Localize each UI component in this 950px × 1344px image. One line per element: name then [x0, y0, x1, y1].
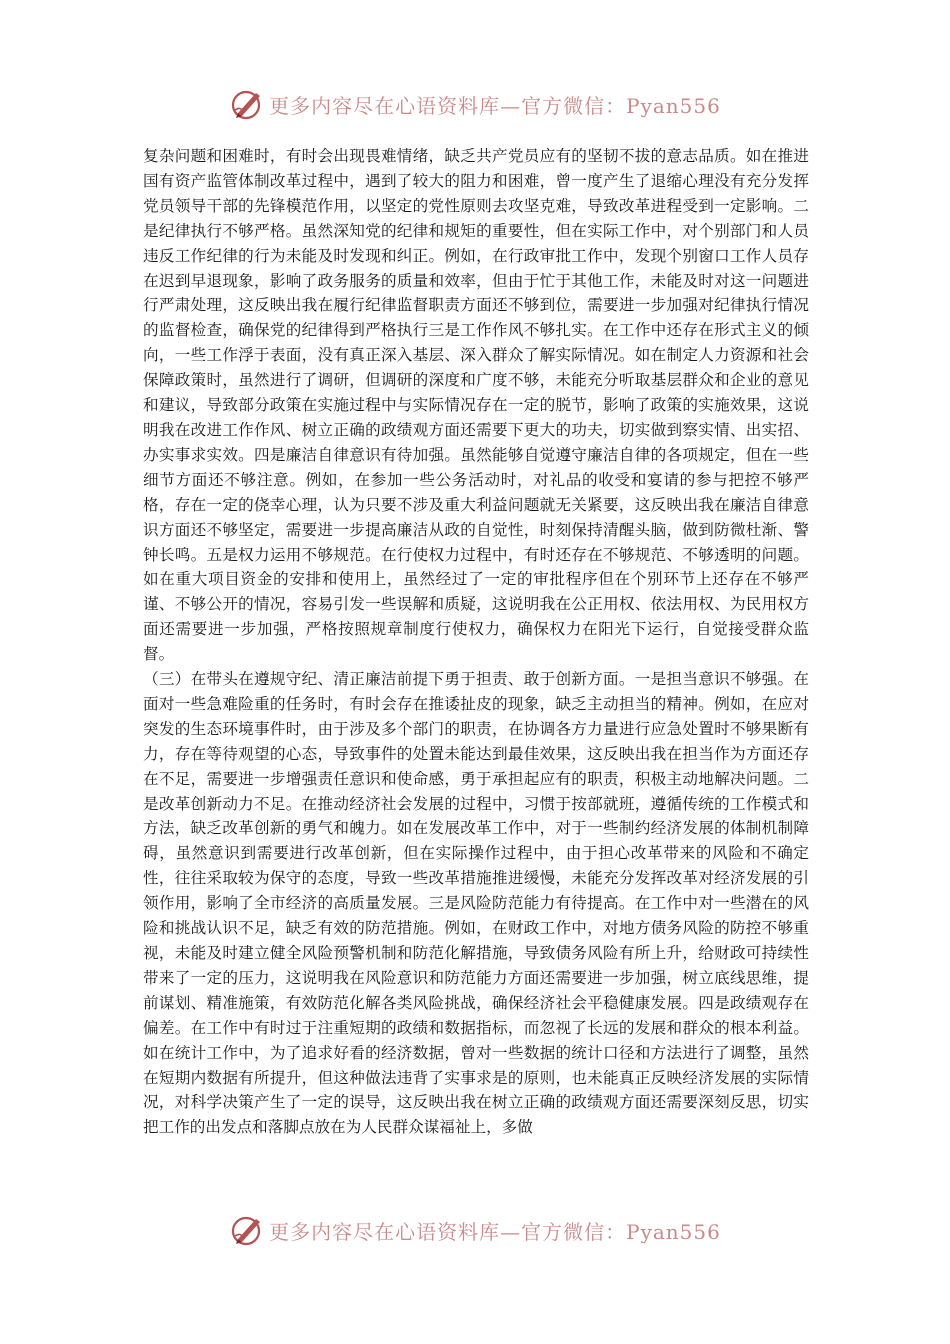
header-watermark: [0, 84, 950, 124]
header-watermark-text: 更多内容尽在心语资料库—官方微信：Pyan556: [269, 93, 721, 118]
body-paragraph-1: 复杂问题和困难时，有时会出现畏难情绪，缺乏共产党员应有的坚韧不拔的意志品质。如在推进国有资产监管体制改革过程中，遇到了较大的阻力和困难，曾一度产生了退缩心理没有充分发挥党员领导干部的先锋模范作用，以坚定的党性原则去攻坚克难，导致改革进程受到一定影响。二是纪律执行不够严格。虽然深知党的纪律和规矩的重要性，但在实际工作中，对个别部门和人员违反工作纪律的行为未能及时发现和纠正。例如，在行政审批工作中，发现个别窗口工作人员存在迟到早退现象，影响了政务服务的质量和效率，但由于忙于其他工作，未能及时对这一问题进行严肃处理，这反映出我在履行纪律监督职责方面还不够到位，需要进一步加强对纪律执行情况的监督检查，确保党的纪律得到严格执行三是工作作风不够扎实。在工作中还存在形式主义的倾向，一些工作浮于表面，没有真正深入基层、深入群众了解实际情况。如在制定人力资源和社会保障政策时，虽然进行了调研，但调研的深度和广度不够，未能充分听取基层群众和企业的意见和建议，导致部分政策在实施过程中与实际情况存在一定的脱节，影响了政策的实施效果，这说明我在改进工作作风、树立正确的政绩观方面还需要下更大的功夫，切实做到察实情、出实招、办实事求实效。四是廉洁自律意识有待加强。虽然能够自觉遵守廉洁自律的各项规定，但在一些细节方面还不够注意。例如，在参加一些公务活动时，对礼品的收受和宴请的参与把控不够严格，存在一定的侥幸心理，认为只要不涉及重大利益问题就无关紧要，这反映出我在廉洁自律意识方面还不够坚定，需要进一步提高廉洁从政的自觉性，时刻保持清醒头脑，做到防微杜渐、警钟长鸣。五是权力运用不够规范。在行使权力过程中，有时还存在不够规范、不够透明的问题。如在重大项目资金的安排和使用上，虽然经过了一定的审批程序但在个别环节上还存在不够严谨、不够公开的情况，容易引发一些误解和质疑，这说明我在公正用权、依法用权、为民用权方面还需要进一步加强，严格按照规章制度行使权力，确保权力在阳光下运行，自觉接受群众监督。: [143, 147, 809, 664]
document-body: [143, 144, 809, 1140]
body-paragraph-2: （三）在带头在遵规守纪、清正廉洁前提下勇于担责、敢于创新方面。一是担当意识不够强。在面对一些急难险重的任务时，有时会存在推诿扯皮的现象，缺乏主动担当的精神。例如，在应对突发的生态环境事件时，由于涉及多个部门的职责，在协调各方力量进行应急处置时不够果断有力，存在等待观望的心态，导致事件的处置未能达到最佳效果，这反映出我在担当作为方面还存在不足，需要进一步增强责任意识和使命感，勇于承担起应有的职责，积极主动地解决问题。二是改革创新动力不足。在推动经济社会发展的过程中，习惯于按部就班，遵循传统的工作模式和方法，缺乏改革创新的勇气和魄力。如在发展改革工作中，对于一些制约经济发展的体制机制障碍，虽然意识到需要进行改革创新，但在实际操作过程中，由于担心改革带来的风险和不确定性，往往采取较为保守的态度，导致一些改革措施推进缓慢，未能充分发挥改革对经济发展的引领作用，影响了全市经济的高质量发展。三是风险防范能力有待提高。在工作中对一些潜在的风险和挑战认识不足，缺乏有效的防范措施。例如，在财政工作中，对地方债务风险的防控不够重视，未能及时建立健全风险预警机制和防范化解措施，导致债务风险有所上升，给财政可持续性带来了一定的压力，这说明我在风险意识和防范能力方面还需要进一步加强，树立底线思维，提前谋划、精准施策，有效防范化解各类风险挑战，确保经济社会平稳健康发展。四是政绩观存在偏差。在工作中有时过于注重短期的政绩和数据指标，而忽视了长远的发展和群众的根本利益。如在统计工作中，为了追求好看的经济数据，曾对一些数据的统计口径和方法进行了调整，虽然在短期内数据有所提升，但这种做法违背了实事求是的原则，也未能真正反映经济发展的实际情况，对科学决策产生了一定的误导，这反映出我在树立正确的政绩观方面还需要深刻反思，切实把工作的出发点和落脚点放在为人民群众谋福祉上，多做: [143, 670, 809, 1137]
footer-watermark-text: 更多内容尽在心语资料库—官方微信：Pyan556: [269, 1219, 721, 1244]
pen-logo-icon: [229, 1212, 265, 1248]
footer-watermark: [0, 1210, 950, 1250]
pen-logo-icon: [229, 86, 265, 122]
